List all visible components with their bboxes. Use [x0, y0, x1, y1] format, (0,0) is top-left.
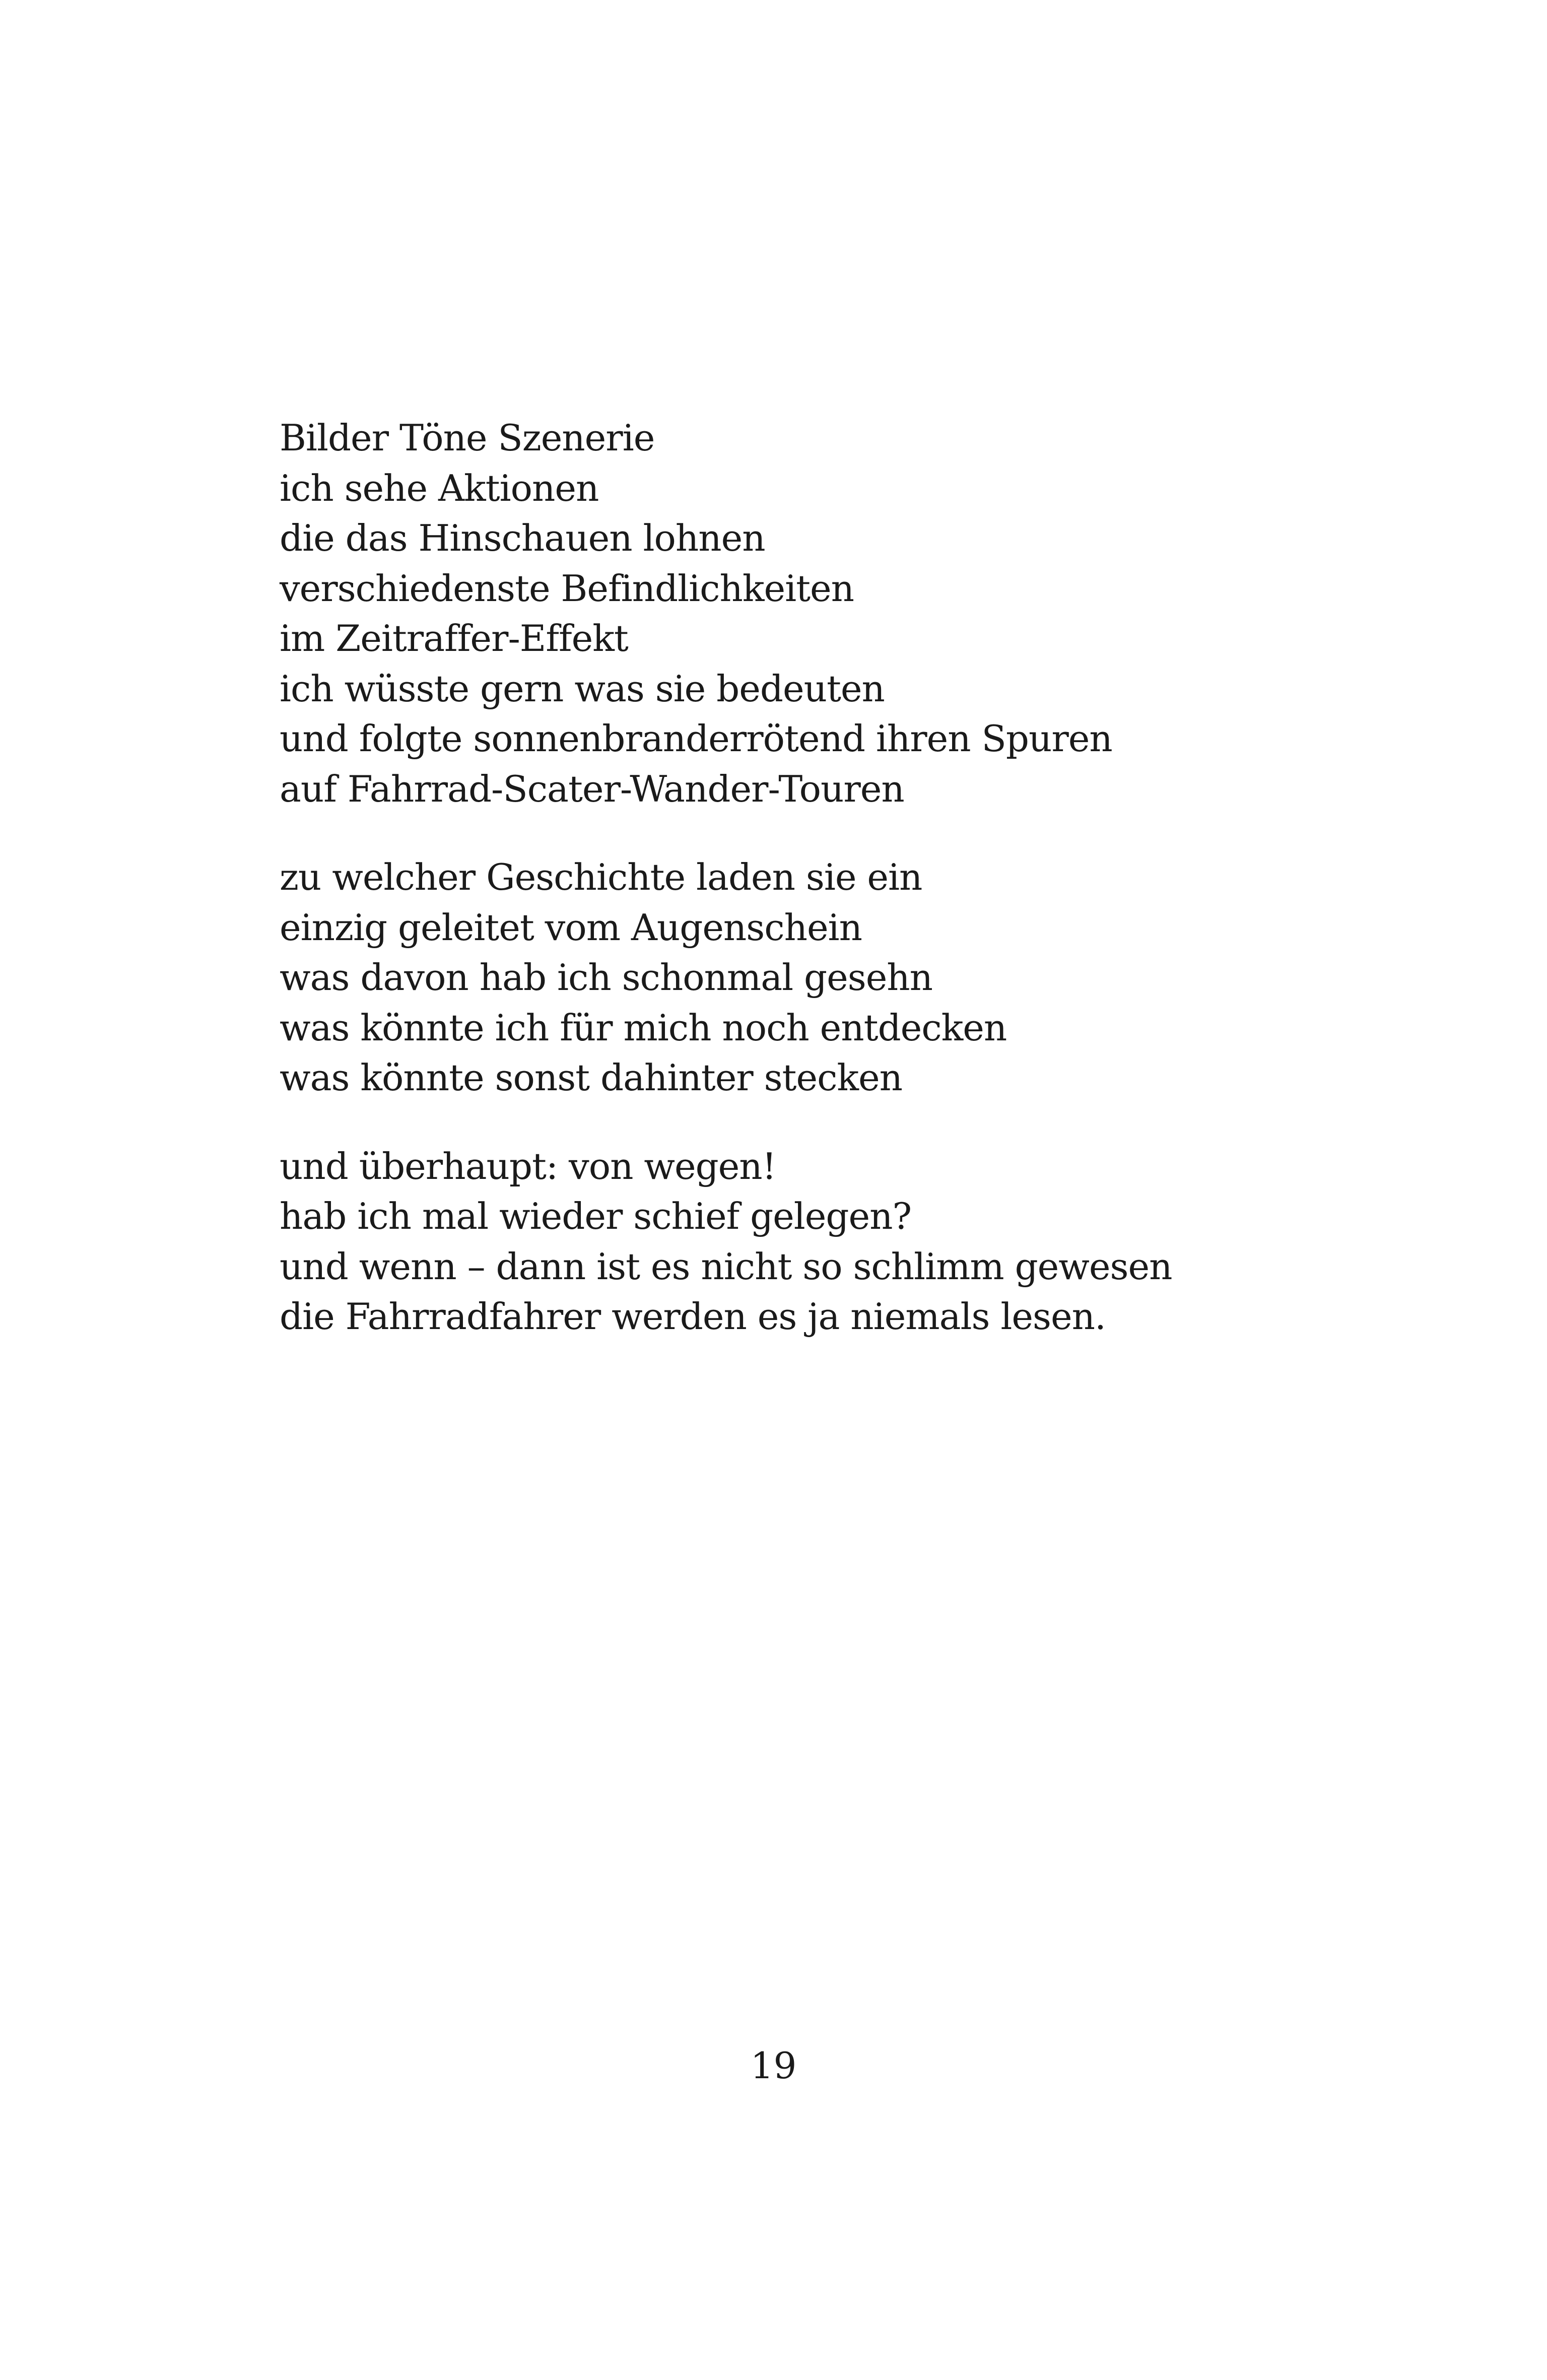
poem-line: im Zeitraffer-Effekt — [280, 617, 628, 659]
stanza-3 — [280, 1142, 1438, 1342]
poem-line: verschiedenste Befindlichkeiten — [280, 567, 854, 610]
poem-line: was davon hab ich schonmal gesehn — [280, 956, 933, 999]
poem-line: die das Hinschauen lohnen — [280, 517, 765, 559]
poem-line: auf Fahrrad-Scater-Wander-Touren — [280, 767, 904, 810]
stanza-1 — [280, 413, 1438, 814]
poem-line: was könnte ich für mich noch entdecken — [280, 1006, 1007, 1049]
poem-line: Bilder Töne Szenerie — [280, 417, 655, 459]
poem-line: die Fahrradfahrer werden es ja niemals lesen. — [280, 1295, 1106, 1338]
poem-line: ich wüsste gern was sie bedeuten — [280, 667, 885, 710]
stanza-2 — [280, 852, 1438, 1103]
poem-line: und folgte sonnenbranderrötend ihren Spuren — [280, 717, 1112, 760]
poem-line: was könnte sonst dahinter stecken — [280, 1056, 903, 1099]
poem-line: und wenn – dann ist es nicht so schlimm gewesen — [280, 1245, 1172, 1288]
poem — [280, 413, 1438, 1342]
poem-line: hab ich mal wieder schief gelegen? — [280, 1195, 912, 1237]
poem-line: einzig geleitet vom Augenschein — [280, 906, 862, 949]
poem-line: und überhaupt: von wegen! — [280, 1145, 776, 1187]
poem-line: ich sehe Aktionen — [280, 467, 599, 509]
page-number: 19 — [750, 2044, 797, 2087]
poem-line: zu welcher Geschichte laden sie ein — [280, 856, 922, 898]
